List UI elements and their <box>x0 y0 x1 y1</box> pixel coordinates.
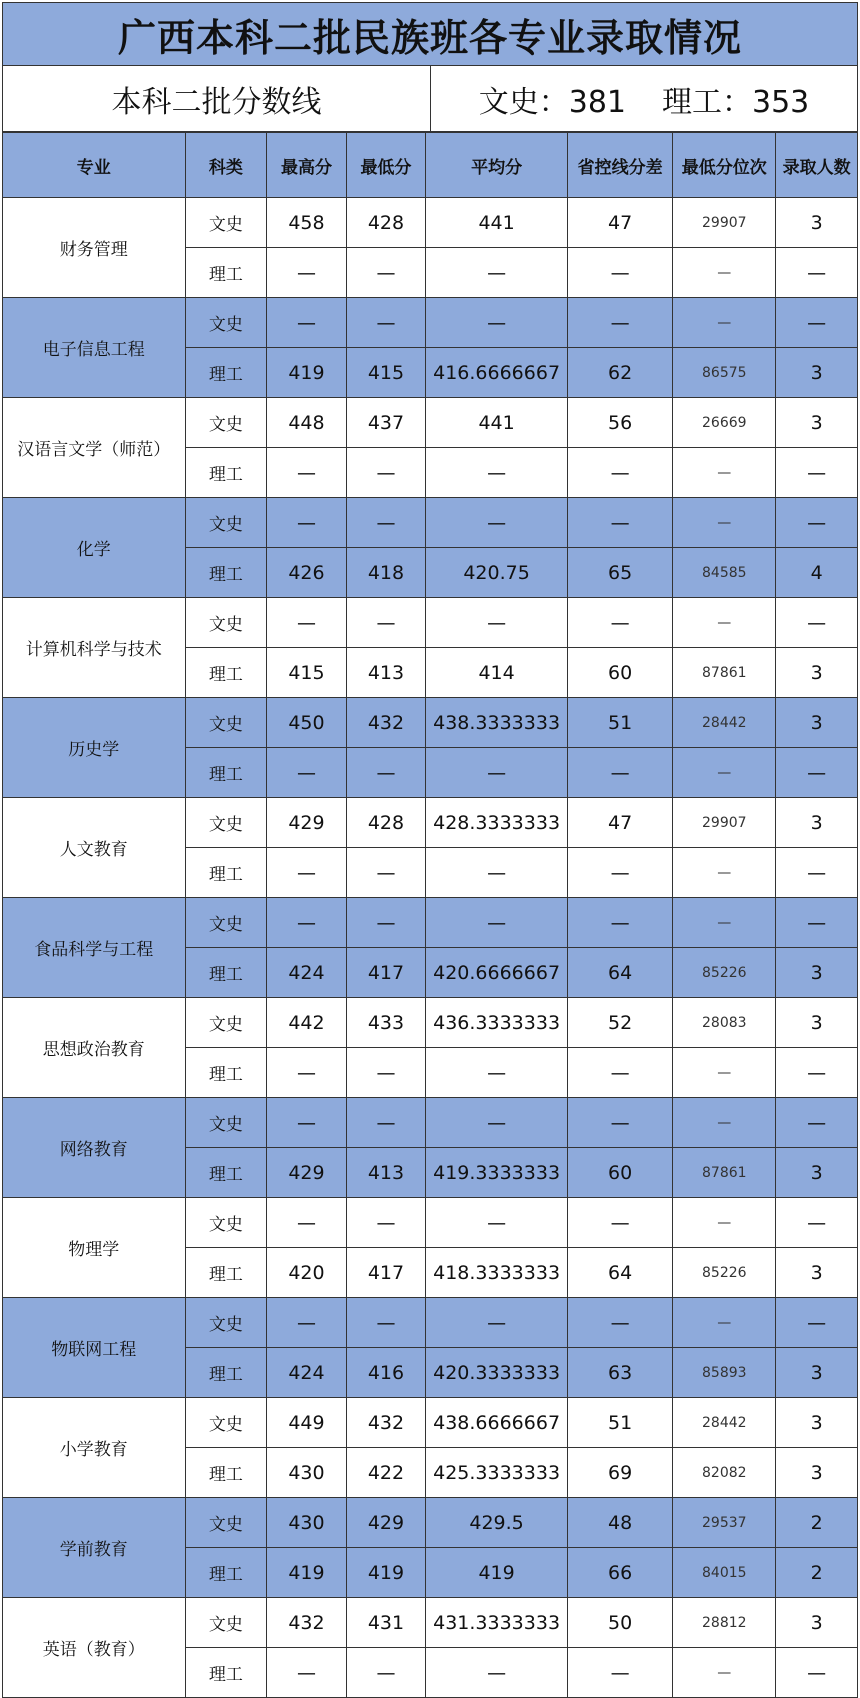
avg-cell: — <box>426 1648 568 1698</box>
diff-cell: 50 <box>567 1598 672 1648</box>
count-cell: — <box>776 1198 858 1248</box>
table-row <box>3 1098 858 1148</box>
major-name-cell: 电子信息工程 <box>3 298 186 398</box>
table-row <box>3 898 858 948</box>
diff-cell: 48 <box>567 1498 672 1548</box>
max-cell: — <box>267 898 346 948</box>
count-cell: 3 <box>776 398 858 448</box>
max-cell: — <box>267 598 346 648</box>
rank-cell: 85893 <box>673 1348 776 1398</box>
col-header-major: 专业 <box>3 133 186 198</box>
count-cell: — <box>776 298 858 348</box>
avg-cell: 420.6666667 <box>426 948 568 998</box>
col-header-rank: 最低分位次 <box>673 133 776 198</box>
avg-cell: 438.6666667 <box>426 1398 568 1448</box>
avg-cell: 436.3333333 <box>426 998 568 1048</box>
diff-cell: — <box>567 748 672 798</box>
science-cutoff: 理工：353 <box>662 84 810 120</box>
min-cell: — <box>346 298 425 348</box>
max-cell: 419 <box>267 1548 346 1598</box>
count-cell: — <box>776 848 858 898</box>
count-cell: 3 <box>776 698 858 748</box>
kind-cell: 文史 <box>185 1098 267 1148</box>
avg-cell: — <box>426 1298 568 1348</box>
rank-cell: — <box>673 1298 776 1348</box>
avg-cell: — <box>426 748 568 798</box>
min-cell: — <box>346 1298 425 1348</box>
min-cell: — <box>346 248 425 298</box>
header-row <box>3 133 858 198</box>
avg-cell: 428.3333333 <box>426 798 568 848</box>
kind-cell: 理工 <box>185 348 267 398</box>
kind-cell: 文史 <box>185 398 267 448</box>
max-cell: — <box>267 248 346 298</box>
col-header-count: 录取人数 <box>776 133 858 198</box>
rank-cell: 26669 <box>673 398 776 448</box>
avg-cell: — <box>426 448 568 498</box>
kind-cell: 文史 <box>185 298 267 348</box>
avg-cell: — <box>426 298 568 348</box>
count-cell: — <box>776 448 858 498</box>
major-name-cell: 小学教育 <box>3 1398 186 1498</box>
count-cell: 3 <box>776 1398 858 1448</box>
table-row <box>3 1498 858 1548</box>
admission-table <box>2 132 858 1698</box>
col-header-avg: 平均分 <box>426 133 568 198</box>
min-cell: 413 <box>346 648 425 698</box>
diff-cell: — <box>567 1298 672 1348</box>
avg-cell: 419 <box>426 1548 568 1598</box>
rank-cell: — <box>673 598 776 648</box>
table-row <box>3 598 858 648</box>
min-cell: 432 <box>346 1398 425 1448</box>
major-name-cell: 学前教育 <box>3 1498 186 1598</box>
min-cell: — <box>346 748 425 798</box>
max-cell: 432 <box>267 1598 346 1648</box>
major-name-cell: 人文教育 <box>3 798 186 898</box>
avg-cell: 441 <box>426 198 568 248</box>
rank-cell: — <box>673 1198 776 1248</box>
max-cell: — <box>267 298 346 348</box>
max-cell: 430 <box>267 1498 346 1548</box>
cutoff-row <box>2 66 858 132</box>
diff-cell: 62 <box>567 348 672 398</box>
kind-cell: 文史 <box>185 1598 267 1648</box>
avg-cell: 431.3333333 <box>426 1598 568 1648</box>
min-cell: — <box>346 848 425 898</box>
kind-cell: 文史 <box>185 1198 267 1248</box>
count-cell: — <box>776 1298 858 1348</box>
max-cell: — <box>267 848 346 898</box>
kind-cell: 理工 <box>185 948 267 998</box>
diff-cell: — <box>567 498 672 548</box>
major-name-cell: 食品科学与工程 <box>3 898 186 998</box>
diff-cell: 63 <box>567 1348 672 1398</box>
max-cell: — <box>267 1198 346 1248</box>
diff-cell: — <box>567 848 672 898</box>
max-cell: — <box>267 1048 346 1098</box>
col-header-kind: 科类 <box>185 133 267 198</box>
diff-cell: 64 <box>567 948 672 998</box>
kind-cell: 理工 <box>185 1248 267 1298</box>
diff-cell: — <box>567 1648 672 1698</box>
diff-cell: — <box>567 298 672 348</box>
max-cell: 429 <box>267 798 346 848</box>
diff-cell: — <box>567 898 672 948</box>
min-cell: 413 <box>346 1148 425 1198</box>
kind-cell: 理工 <box>185 1048 267 1098</box>
max-cell: 429 <box>267 1148 346 1198</box>
max-cell: 426 <box>267 548 346 598</box>
min-cell: 416 <box>346 1348 425 1398</box>
min-cell: 428 <box>346 798 425 848</box>
min-cell: 428 <box>346 198 425 248</box>
kind-cell: 理工 <box>185 1648 267 1698</box>
cutoff-values <box>431 66 857 131</box>
count-cell: — <box>776 598 858 648</box>
rank-cell: 28083 <box>673 998 776 1048</box>
rank-cell: 28442 <box>673 698 776 748</box>
major-name-cell: 化学 <box>3 498 186 598</box>
table-row <box>3 1298 858 1348</box>
rank-cell: 84585 <box>673 548 776 598</box>
rank-cell: 29907 <box>673 798 776 848</box>
avg-cell: 420.3333333 <box>426 1348 568 1398</box>
diff-cell: 65 <box>567 548 672 598</box>
avg-cell: — <box>426 848 568 898</box>
max-cell: — <box>267 448 346 498</box>
rank-cell: — <box>673 848 776 898</box>
diff-cell: — <box>567 598 672 648</box>
kind-cell: 理工 <box>185 1348 267 1398</box>
rank-cell: 28442 <box>673 1398 776 1448</box>
avg-cell: — <box>426 498 568 548</box>
max-cell: — <box>267 1298 346 1348</box>
min-cell: — <box>346 1198 425 1248</box>
major-name-cell: 网络教育 <box>3 1098 186 1198</box>
diff-cell: 52 <box>567 998 672 1048</box>
diff-cell: 47 <box>567 798 672 848</box>
min-cell: — <box>346 1098 425 1148</box>
major-name-cell: 英语（教育） <box>3 1598 186 1698</box>
max-cell: 424 <box>267 1348 346 1398</box>
avg-cell: — <box>426 1098 568 1148</box>
count-cell: 3 <box>776 1248 858 1298</box>
kind-cell: 理工 <box>185 448 267 498</box>
max-cell: 449 <box>267 1398 346 1448</box>
diff-cell: — <box>567 1198 672 1248</box>
table-row <box>3 998 858 1048</box>
kind-cell: 理工 <box>185 248 267 298</box>
min-cell: 417 <box>346 1248 425 1298</box>
major-name-cell: 汉语言文学（师范） <box>3 398 186 498</box>
max-cell: 458 <box>267 198 346 248</box>
count-cell: 3 <box>776 648 858 698</box>
avg-cell: — <box>426 248 568 298</box>
table-row <box>3 1198 858 1248</box>
min-cell: 433 <box>346 998 425 1048</box>
col-header-max: 最高分 <box>267 133 346 198</box>
min-cell: — <box>346 1648 425 1698</box>
count-cell: — <box>776 1048 858 1098</box>
avg-cell: 438.3333333 <box>426 698 568 748</box>
min-cell: 418 <box>346 548 425 598</box>
min-cell: — <box>346 598 425 648</box>
avg-cell: 425.3333333 <box>426 1448 568 1498</box>
min-cell: 415 <box>346 348 425 398</box>
major-name-cell: 物联网工程 <box>3 1298 186 1398</box>
count-cell: 3 <box>776 198 858 248</box>
max-cell: 448 <box>267 398 346 448</box>
kind-cell: 文史 <box>185 698 267 748</box>
count-cell: — <box>776 498 858 548</box>
diff-cell: 51 <box>567 698 672 748</box>
kind-cell: 文史 <box>185 898 267 948</box>
cutoff-label: 本科二批分数线 <box>3 66 431 131</box>
max-cell: — <box>267 498 346 548</box>
kind-cell: 理工 <box>185 1148 267 1198</box>
diff-cell: 69 <box>567 1448 672 1498</box>
avg-cell: 414 <box>426 648 568 698</box>
avg-cell: 416.6666667 <box>426 348 568 398</box>
avg-cell: 441 <box>426 398 568 448</box>
table-row <box>3 798 858 848</box>
avg-cell: — <box>426 1048 568 1098</box>
diff-cell: — <box>567 1048 672 1098</box>
count-cell: 4 <box>776 548 858 598</box>
rank-cell: — <box>673 448 776 498</box>
rank-cell: 85226 <box>673 1248 776 1298</box>
kind-cell: 理工 <box>185 648 267 698</box>
rank-cell: 29907 <box>673 198 776 248</box>
count-cell: — <box>776 748 858 798</box>
rank-cell: 87861 <box>673 1148 776 1198</box>
count-cell: — <box>776 1648 858 1698</box>
diff-cell: 60 <box>567 1148 672 1198</box>
diff-cell: — <box>567 448 672 498</box>
table-row <box>3 1398 858 1448</box>
min-cell: 419 <box>346 1548 425 1598</box>
max-cell: — <box>267 748 346 798</box>
kind-cell: 理工 <box>185 848 267 898</box>
rank-cell: — <box>673 498 776 548</box>
count-cell: 3 <box>776 1448 858 1498</box>
table-row <box>3 298 858 348</box>
avg-cell: — <box>426 898 568 948</box>
avg-cell: 419.3333333 <box>426 1148 568 1198</box>
rank-cell: 85226 <box>673 948 776 998</box>
kind-cell: 文史 <box>185 1398 267 1448</box>
max-cell: 430 <box>267 1448 346 1498</box>
kind-cell: 理工 <box>185 748 267 798</box>
diff-cell: 47 <box>567 198 672 248</box>
major-name-cell: 思想政治教育 <box>3 998 186 1098</box>
min-cell: 437 <box>346 398 425 448</box>
diff-cell: 56 <box>567 398 672 448</box>
kind-cell: 文史 <box>185 498 267 548</box>
table-row <box>3 198 858 248</box>
col-header-diff: 省控线分差 <box>567 133 672 198</box>
count-cell: 3 <box>776 1148 858 1198</box>
rank-cell: 87861 <box>673 648 776 698</box>
table-row <box>3 698 858 748</box>
min-cell: — <box>346 448 425 498</box>
min-cell: — <box>346 898 425 948</box>
count-cell: 3 <box>776 948 858 998</box>
major-name-cell: 物理学 <box>3 1198 186 1298</box>
count-cell: 3 <box>776 798 858 848</box>
min-cell: 422 <box>346 1448 425 1498</box>
count-cell: 3 <box>776 1348 858 1398</box>
rank-cell: 28812 <box>673 1598 776 1648</box>
kind-cell: 文史 <box>185 198 267 248</box>
rank-cell: — <box>673 1098 776 1148</box>
count-cell: — <box>776 898 858 948</box>
rank-cell: — <box>673 748 776 798</box>
max-cell: 424 <box>267 948 346 998</box>
count-cell: — <box>776 248 858 298</box>
kind-cell: 文史 <box>185 998 267 1048</box>
rank-cell: 84015 <box>673 1548 776 1598</box>
page-title: 广西本科二批民族班各专业录取情况 <box>2 2 858 66</box>
rank-cell: 86575 <box>673 348 776 398</box>
count-cell: 2 <box>776 1498 858 1548</box>
major-name-cell: 历史学 <box>3 698 186 798</box>
count-cell: 3 <box>776 998 858 1048</box>
avg-cell: — <box>426 598 568 648</box>
kind-cell: 文史 <box>185 598 267 648</box>
max-cell: 415 <box>267 648 346 698</box>
avg-cell: 429.5 <box>426 1498 568 1548</box>
kind-cell: 文史 <box>185 798 267 848</box>
kind-cell: 理工 <box>185 1548 267 1598</box>
table-body <box>3 198 858 1698</box>
avg-cell: 418.3333333 <box>426 1248 568 1298</box>
arts-cutoff: 文史：381 <box>478 84 626 120</box>
count-cell: 3 <box>776 348 858 398</box>
diff-cell: — <box>567 248 672 298</box>
kind-cell: 理工 <box>185 548 267 598</box>
diff-cell: 60 <box>567 648 672 698</box>
major-name-cell: 计算机科学与技术 <box>3 598 186 698</box>
count-cell: 3 <box>776 1598 858 1648</box>
kind-cell: 理工 <box>185 1448 267 1498</box>
max-cell: — <box>267 1648 346 1698</box>
table-row <box>3 398 858 448</box>
max-cell: — <box>267 1098 346 1148</box>
min-cell: — <box>346 1048 425 1098</box>
avg-cell: 420.75 <box>426 548 568 598</box>
avg-cell: — <box>426 1198 568 1248</box>
col-header-min: 最低分 <box>346 133 425 198</box>
diff-cell: 51 <box>567 1398 672 1448</box>
min-cell: — <box>346 498 425 548</box>
max-cell: 420 <box>267 1248 346 1298</box>
max-cell: 419 <box>267 348 346 398</box>
kind-cell: 文史 <box>185 1498 267 1548</box>
min-cell: 432 <box>346 698 425 748</box>
max-cell: 450 <box>267 698 346 748</box>
kind-cell: 文史 <box>185 1298 267 1348</box>
rank-cell: — <box>673 298 776 348</box>
major-name-cell: 财务管理 <box>3 198 186 298</box>
min-cell: 417 <box>346 948 425 998</box>
max-cell: 442 <box>267 998 346 1048</box>
table-row <box>3 498 858 548</box>
rank-cell: 82082 <box>673 1448 776 1498</box>
diff-cell: 64 <box>567 1248 672 1298</box>
rank-cell: — <box>673 248 776 298</box>
rank-cell: — <box>673 1048 776 1098</box>
count-cell: 2 <box>776 1548 858 1598</box>
min-cell: 431 <box>346 1598 425 1648</box>
rank-cell: — <box>673 1648 776 1698</box>
table-row <box>3 1598 858 1648</box>
diff-cell: 66 <box>567 1548 672 1598</box>
count-cell: — <box>776 1098 858 1148</box>
rank-cell: — <box>673 898 776 948</box>
diff-cell: — <box>567 1098 672 1148</box>
min-cell: 429 <box>346 1498 425 1548</box>
rank-cell: 29537 <box>673 1498 776 1548</box>
